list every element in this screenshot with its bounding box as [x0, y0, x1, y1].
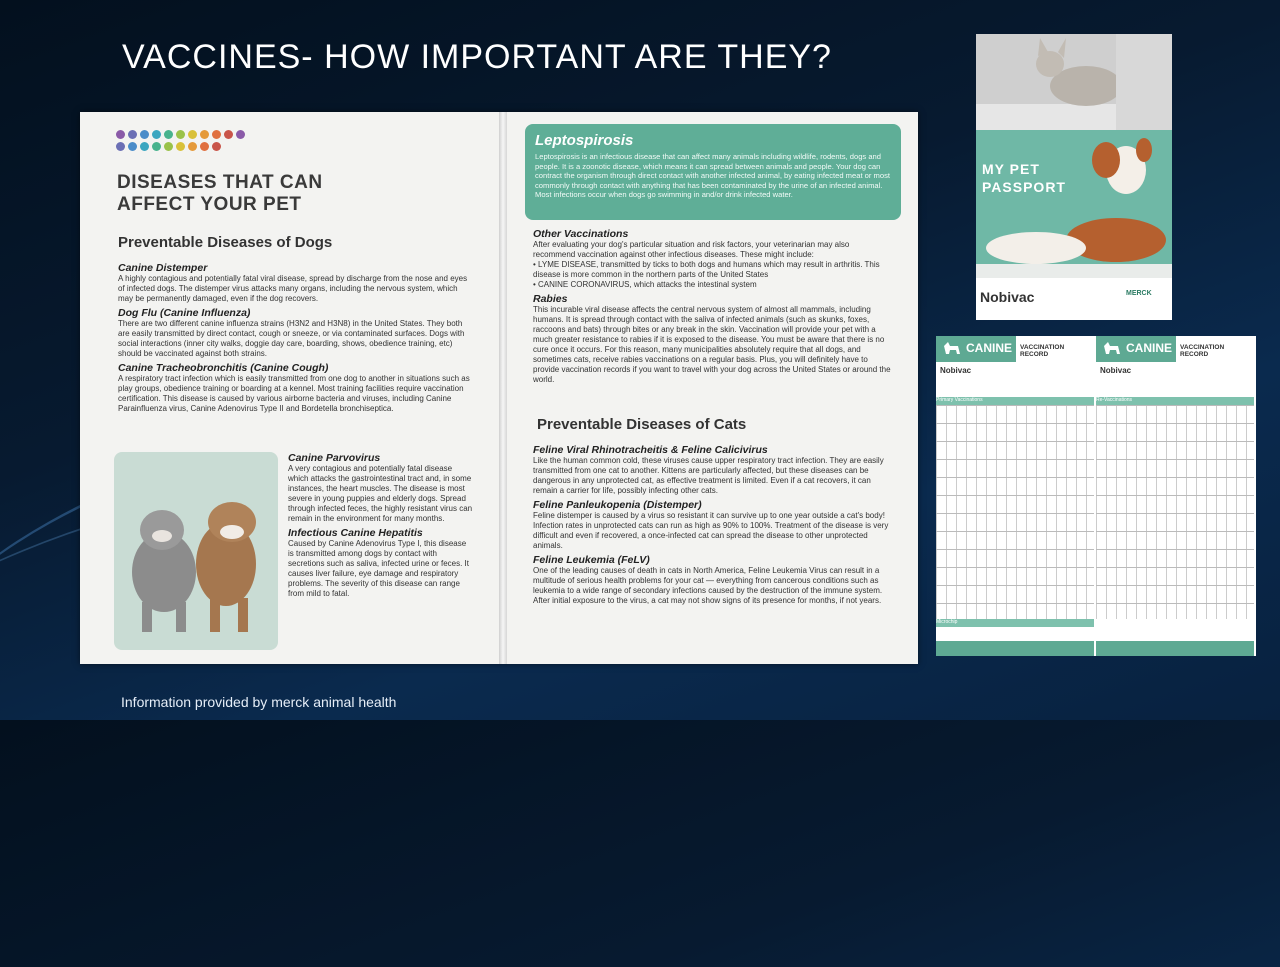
passport-footer	[976, 278, 1172, 320]
disease-title: Feline Viral Rhinotracheitis & Feline Calicivirus	[533, 444, 768, 456]
source-footnote: Information provided by merck animal health	[121, 694, 397, 710]
section-title: Other Vaccinations	[533, 228, 629, 240]
dog-illustration	[976, 130, 1172, 278]
bullet-lyme: • LYME DISEASE, transmitted by ticks to both dogs and humans which may result in arthritis. This disease is more common in the northern parts of the United States	[533, 260, 880, 279]
disease-title: Feline Leukemia (FeLV)	[533, 554, 650, 566]
disease-booklet-photo	[80, 112, 918, 664]
color-dot	[128, 142, 137, 151]
color-dot	[212, 130, 221, 139]
disease-title: Infectious Canine Hepatitis	[288, 527, 423, 539]
disease-text: There are two different canine influenza strains (H3N2 and H3N8) in the United States. They both are easily transmitted by direct contact, cough or sneeze, or via contaminated surfaces. Dogs with social interactions (inner city walks, doggie day care, boarding, shows, obedience training, etc) should be vaccinated against both strains.	[118, 319, 465, 358]
cats-subheading: Preventable Diseases of Cats	[537, 416, 747, 433]
color-dot	[212, 142, 221, 151]
color-dot	[140, 130, 149, 139]
pet-passport-photo	[976, 34, 1172, 320]
booklet-heading-line: DISEASES THAT CAN	[117, 172, 323, 193]
dog-disease-list	[118, 262, 470, 417]
disease-text: One of the leading causes of death in cats in North America, Feline Leukemia Virus can result in a multitude of serious health problems for your cat — everything from cancerous conditions such as leukemia to a wide range of secondary infections caused by the destruction of the immune system. After initial exposure to the virus, a cat may not show signs of its presence for months, if not years.	[533, 566, 883, 605]
booklet-heading-line: AFFECT YOUR PET	[117, 194, 302, 215]
color-dot	[164, 142, 173, 151]
color-dot	[152, 130, 161, 139]
parvo-hepatitis-text	[288, 452, 474, 602]
color-dot	[116, 130, 125, 139]
color-dot	[224, 130, 233, 139]
passport-title-line: MY PET	[982, 161, 1040, 177]
vaccination-record-photo	[936, 336, 1256, 656]
passport-title-line: PASSPORT	[982, 179, 1066, 195]
disease-title: Feline Panleukopenia (Distemper)	[533, 499, 702, 511]
passport-cover	[976, 130, 1172, 278]
disease-text: Like the human common cold, these viruses cause upper respiratory tract infection. They are easily transmitted from one cat to another. Kittens are particularly affected, but these diseases can be dangerous in any unprotected cat, as effective treatment is limited. Even if a cat recovers, it can remain a carrier for life, possibly infecting other cats.	[533, 456, 884, 495]
record-bottom-bar	[1096, 641, 1254, 656]
canine-tab-label: CANINE	[966, 341, 1013, 355]
booklet-right-page	[507, 112, 918, 664]
color-dots-logo	[116, 130, 248, 151]
color-dot	[176, 130, 185, 139]
canine-tab	[1096, 336, 1176, 362]
record-right-half	[1096, 336, 1254, 656]
color-dot	[164, 130, 173, 139]
record-header: VACCINATION RECORD	[1020, 344, 1065, 358]
dog-icon	[1102, 340, 1122, 358]
record-grid	[1096, 405, 1254, 619]
dogs-illustration	[114, 452, 278, 650]
lepto-title: Leptospirosis	[535, 132, 634, 149]
cat-disease-list	[533, 444, 893, 609]
section-text: After evaluating your dog's particular situation and risk factors, your veterinarian may also recommend vaccination against other infectious diseases. These might include:	[533, 240, 850, 259]
color-dot	[152, 142, 161, 151]
color-dot	[140, 142, 149, 151]
color-dot	[200, 130, 209, 139]
dog-icon	[942, 340, 962, 358]
disease-text: Caused by Canine Adenovirus Type I, this disease is transmitted among dogs by contact with secretions such as saliva, infected urine or feces. It causes liver failure, eye damage and respiratory problems. The severity of this disease can range from mild to fatal.	[288, 539, 469, 598]
cat-photo	[976, 34, 1172, 130]
bulldog-puppies-photo	[114, 452, 278, 650]
merck-logo: MERCK	[1126, 290, 1152, 297]
lepto-text: Leptospirosis is an infectious disease that can affect many animals including wildlife, rodents, dogs and people. It is a zoonotic disease, which means it can spread between animals and people. Your dog can contract the organism through direct contact with another infected animal, by eating infected meat or most commonly through contact with anything that has been contaminated by the urine of an infected animal. Most infections occur when dogs go swimming in and/or drink infected water.	[535, 152, 890, 200]
color-dot	[128, 130, 137, 139]
disease-text: A respiratory tract infection which is easily transmitted from one dog to another in situations such as play groups, obedience training or boarding at a kennel. Most training facilities require vaccination certification. This disease is caused by various airborne bacteria and viruses, including Canine Parainfluenza virus, Canine Adenovirus Type II and Bordetella bronchiseptica.	[118, 374, 470, 413]
record-bottom-bar	[936, 641, 1094, 656]
record-brand: Nobivac	[940, 366, 972, 375]
disease-title: Dog Flu (Canine Influenza)	[118, 307, 251, 319]
dogs-subheading: Preventable Diseases of Dogs	[118, 234, 333, 251]
disease-text: A very contagious and potentially fatal disease which attacks the gastrointestinal tract and, in some instances, the heart muscles. The disease is most severe in young puppies and elderly dogs. Spread through infected feces, the highly resistant virus can remain in the environment for many months.	[288, 464, 473, 523]
record-left-half	[936, 336, 1094, 656]
color-dot	[236, 130, 245, 139]
leptospirosis-box	[525, 124, 901, 220]
primary-vaccinations-band: Primary Vaccinations	[936, 397, 1094, 405]
section-title: Rabies	[533, 293, 568, 305]
other-vaccinations-section	[533, 228, 893, 388]
booklet-left-page	[80, 112, 499, 664]
record-brand: Nobivac	[1100, 366, 1132, 375]
color-dot	[200, 142, 209, 151]
nobivac-logo: Nobivac	[980, 289, 1035, 305]
color-dot	[176, 142, 185, 151]
record-grid	[936, 405, 1094, 619]
bullet-coronavirus: • CANINE CORONAVIRUS, which attacks the intestinal system	[533, 280, 757, 289]
color-dot	[188, 130, 197, 139]
section-text: This incurable viral disease affects the central nervous system of almost all mammals, including humans. It is spread through contact with the saliva of infected animals (such as skunks, foxes, raccoons and bats) through bites or any break in the skin. Vaccination will provide your pet with a much greater resistance to rabies if it is exposed to the disease. You must be aware that there is no cure once it occurs. For this reason, many municipalities absolutely require that all dogs, and sometimes cats, receive rabies vaccinations on a regular basis. Plus, you will definitely have to provide vaccination records if you want to travel with your dog across the United States or around the world.	[533, 305, 891, 384]
slide-title: VACCINES- HOW IMPORTANT ARE THEY?	[122, 38, 832, 76]
disease-title: Canine Parvovirus	[288, 452, 381, 464]
color-dot	[116, 142, 125, 151]
disease-text: Feline distemper is caused by a virus so resistant it can survive up to one year outside a cat's body! Infection rates in unprotected cats can run as high as 90% to 100%. Treatment of the disease is very difficult and even if recovered, a once-infected cat can spread the disease to other unprotected animals.	[533, 511, 889, 550]
microchip-band: Microchip	[936, 619, 1094, 627]
color-dot	[188, 142, 197, 151]
disease-title: Canine Tracheobronchitis (Canine Cough)	[118, 362, 329, 374]
canine-tab-label: CANINE	[1126, 341, 1173, 355]
disease-title: Canine Distemper	[118, 262, 208, 274]
re-vaccinations-band: Re-Vaccinations	[1096, 397, 1254, 405]
record-header: VACCINATION RECORD	[1180, 344, 1225, 358]
disease-text: A highly contagious and potentially fatal viral disease, spread by discharge from the nose and eyes of infected dogs. The distemper virus attacks many organs, including the nervous system, which may be permanently damaged, even if the dog recovers.	[118, 274, 468, 303]
booklet-spine	[499, 112, 507, 664]
cat-illustration	[976, 34, 1172, 130]
booklet-heading	[117, 172, 323, 216]
canine-tab	[936, 336, 1016, 362]
